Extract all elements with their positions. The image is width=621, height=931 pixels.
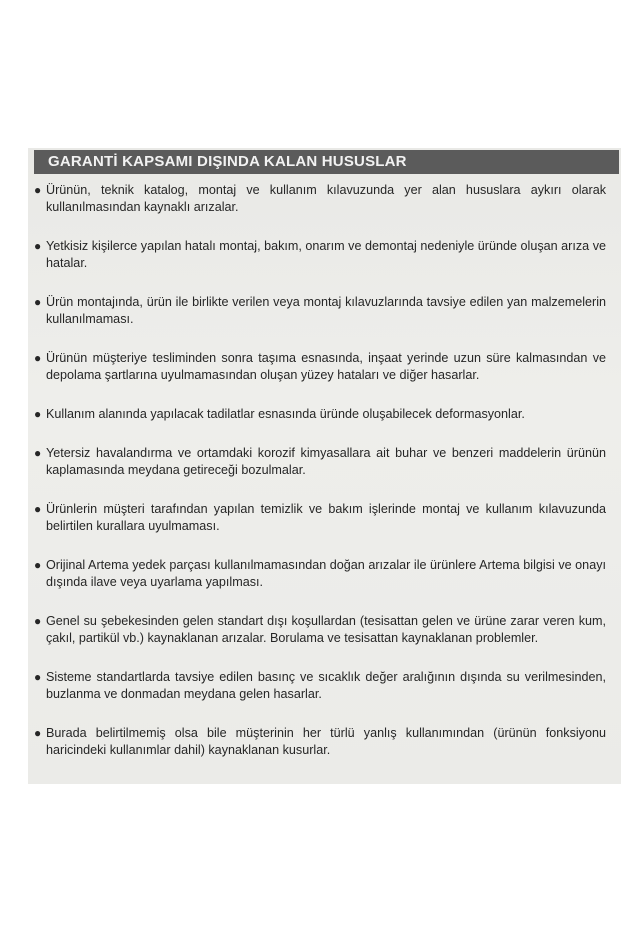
list-item (34, 725, 606, 759)
list-item-text: Ürünün, teknik katalog, montaj ve kullanım kılavuzunda yer alan hususlara aykırı olarak kullanılmasından kaynaklı arızalar. (46, 183, 606, 214)
list-item-text: Ürünlerin müşteri tarafından yapılan temizlik ve bakım işlerinde montaj ve kullanım kılavuzunda belirtilen kurallara uyulmaması. (46, 502, 606, 533)
list-item-text: Yetersiz havalandırma ve ortamdaki korozif kimyasallara ait buhar ve benzeri maddelerin ürünün kaplamasında meydana getireceği bozulmalar. (46, 446, 606, 477)
bullet-icon: ● (34, 670, 42, 684)
list-item (34, 613, 606, 647)
list-item-text: Burada belirtilmemiş olsa bile müşterinin her türlü yanlış kullanımından (ürünün fonksiyonu haricindeki kullanımlar dahil) kaynaklanan kusurlar. (46, 726, 606, 757)
bullet-icon: ● (34, 446, 42, 460)
list-item-text: Ürün montajında, ürün ile birlikte verilen veya montaj kılavuzlarında tavsiye edilen yan malzemelerin kullanılmaması. (46, 295, 606, 326)
list-item-text: Yetkisiz kişilerce yapılan hatalı montaj, bakım, onarım ve demontaj nedeniyle üründe oluşan arıza ve hatalar. (46, 239, 606, 270)
list-item (34, 350, 606, 384)
bullet-icon: ● (34, 239, 42, 253)
bullet-icon: ● (34, 726, 42, 740)
warranty-exclusions-sheet (28, 148, 621, 784)
list-item-text: Sisteme standartlarda tavsiye edilen basınç ve sıcaklık değer aralığının dışında su verilmesinden, buzlanma ve donmadan meydana gelen hasarlar. (46, 670, 606, 701)
bullet-icon: ● (34, 614, 42, 628)
list-item (34, 669, 606, 703)
list-item-text: Kullanım alanında yapılacak tadilatlar esnasında üründe oluşabilecek deformasyonlar. (46, 407, 525, 421)
list-item (34, 557, 606, 591)
bullet-icon: ● (34, 183, 42, 197)
list-item (34, 501, 606, 535)
exclusions-list (34, 182, 606, 781)
bullet-icon: ● (34, 407, 42, 421)
bullet-icon: ● (34, 502, 42, 516)
list-item (34, 238, 606, 272)
list-item (34, 445, 606, 479)
bullet-icon: ● (34, 558, 42, 572)
bullet-icon: ● (34, 295, 42, 309)
list-item (34, 294, 606, 328)
list-item-text: Genel su şebekesinden gelen standart dışı koşullardan (tesisattan gelen ve ürüne zarar veren kum, çakıl, partikül vb.) kaynaklanan arızalar. Borulama ve tesisattan kaynaklanan problemler. (46, 614, 606, 645)
list-item-text: Orijinal Artema yedek parçası kullanılmamasından doğan arızalar ile ürünlere Artema bilgisi ve onayı dışında ilave veya uyarlama yapılması. (46, 558, 606, 589)
section-title: GARANTİ KAPSAMI DIŞINDA KALAN HUSUSLAR (34, 150, 619, 174)
list-item (34, 182, 606, 216)
bullet-icon: ● (34, 351, 42, 365)
list-item-text: Ürünün müşteriye tesliminden sonra taşıma esnasında, inşaat yerinde uzun süre kalmasından ve depolama şartlarına uyulmamasından oluşan yüzey hataları ve diğer hasarlar. (46, 351, 606, 382)
list-item (34, 406, 606, 423)
